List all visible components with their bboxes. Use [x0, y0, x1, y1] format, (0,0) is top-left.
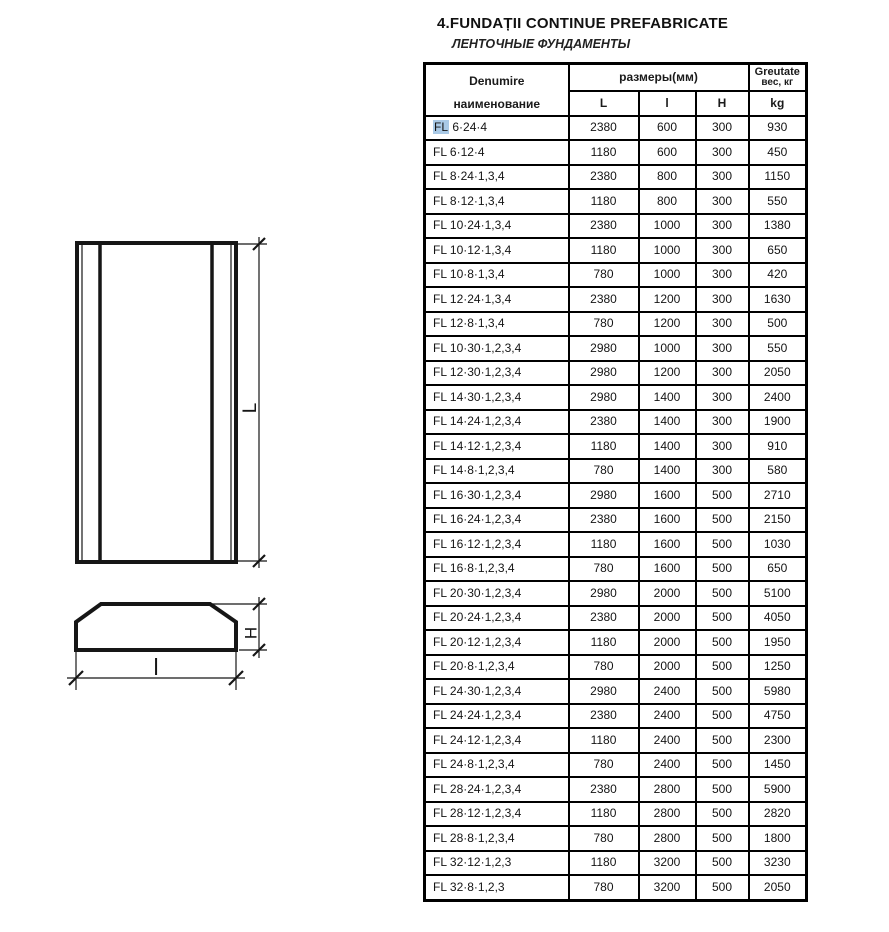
value-cell: 780: [569, 875, 639, 901]
value-cell: 2380: [569, 410, 639, 435]
value-cell: 1400: [639, 459, 696, 484]
value-cell: 2800: [639, 777, 696, 802]
value-cell: 2980: [569, 385, 639, 410]
value-cell: 4750: [749, 704, 807, 729]
value-cell: 780: [569, 826, 639, 851]
value-cell: 1030: [749, 532, 807, 557]
value-cell: 2800: [639, 802, 696, 827]
table-row: [425, 263, 807, 288]
value-cell: 500: [696, 777, 749, 802]
value-cell: 2380: [569, 287, 639, 312]
item-name-cell: FL 28·12·1,2,3,4: [425, 802, 569, 827]
value-cell: 500: [696, 655, 749, 680]
dim-label-H: H: [241, 626, 261, 640]
foundations-table: [423, 62, 808, 902]
value-cell: 930: [749, 116, 807, 141]
item-name-cell: FL 28·24·1,2,3,4: [425, 777, 569, 802]
value-cell: 2980: [569, 483, 639, 508]
value-cell: 500: [696, 826, 749, 851]
table-row: [425, 704, 807, 729]
value-cell: 1180: [569, 802, 639, 827]
table-row: [425, 655, 807, 680]
value-cell: 1400: [639, 385, 696, 410]
item-name-cell: FL 28·8·1,2,3,4: [425, 826, 569, 851]
value-cell: 2980: [569, 336, 639, 361]
table-row: [425, 802, 807, 827]
table-row: [425, 532, 807, 557]
value-cell: 2980: [569, 679, 639, 704]
table-row: [425, 459, 807, 484]
value-cell: 2380: [569, 116, 639, 141]
item-name-cell: FL 12·24·1,3,4: [425, 287, 569, 312]
table-row: [425, 214, 807, 239]
value-cell: 2380: [569, 606, 639, 631]
selection-highlight: FL: [434, 120, 449, 135]
value-cell: 1180: [569, 238, 639, 263]
value-cell: 2050: [749, 875, 807, 901]
value-cell: 1250: [749, 655, 807, 680]
value-cell: 780: [569, 557, 639, 582]
value-cell: 780: [569, 655, 639, 680]
value-cell: 2980: [569, 361, 639, 386]
value-cell: 550: [749, 189, 807, 214]
item-name-cell: FL 32·8·1,2,3: [425, 875, 569, 901]
value-cell: 2150: [749, 508, 807, 533]
value-cell: 3200: [639, 875, 696, 901]
page-title: 4.FUNDAȚII CONTINUE PREFABRICATE: [437, 15, 729, 32]
value-cell: 2050: [749, 361, 807, 386]
value-cell: 1380: [749, 214, 807, 239]
table-body: [425, 116, 807, 901]
value-cell: 500: [696, 851, 749, 876]
value-cell: 650: [749, 557, 807, 582]
item-name-cell: FL 24·24·1,2,3,4: [425, 704, 569, 729]
value-cell: 780: [569, 312, 639, 337]
item-name-cell: FL 20·24·1,2,3,4: [425, 606, 569, 631]
item-name-cell: FL 10·24·1,3,4: [425, 214, 569, 239]
col-header-H: H: [696, 91, 749, 116]
value-cell: 600: [639, 140, 696, 165]
value-cell: 1400: [639, 434, 696, 459]
col-header-dimensions: размеры(мм): [569, 64, 749, 91]
value-cell: 500: [696, 753, 749, 778]
table-row: [425, 630, 807, 655]
value-cell: 650: [749, 238, 807, 263]
value-cell: 780: [569, 459, 639, 484]
value-cell: 1000: [639, 263, 696, 288]
value-cell: 2000: [639, 606, 696, 631]
value-cell: 300: [696, 361, 749, 386]
item-name-cell: FL 16·24·1,2,3,4: [425, 508, 569, 533]
value-cell: 780: [569, 263, 639, 288]
item-name-cell: FL 14·8·1,2,3,4: [425, 459, 569, 484]
value-cell: 910: [749, 434, 807, 459]
table-row: [425, 753, 807, 778]
value-cell: 1180: [569, 140, 639, 165]
item-name-cell: FL 14·24·1,2,3,4: [425, 410, 569, 435]
item-name-cell: FL 16·30·1,2,3,4: [425, 483, 569, 508]
value-cell: 1400: [639, 410, 696, 435]
table-row: [425, 336, 807, 361]
value-cell: 1600: [639, 483, 696, 508]
table-row: [425, 312, 807, 337]
dim-label-l: l: [153, 654, 159, 680]
value-cell: 2380: [569, 214, 639, 239]
table-row: [425, 434, 807, 459]
value-cell: 2000: [639, 630, 696, 655]
value-cell: 780: [569, 753, 639, 778]
item-name-cell: FL 10·12·1,3,4: [425, 238, 569, 263]
value-cell: 2400: [639, 728, 696, 753]
item-name-cell: FL 10·8·1,3,4: [425, 263, 569, 288]
value-cell: 2300: [749, 728, 807, 753]
value-cell: 1200: [639, 361, 696, 386]
value-cell: 2980: [569, 581, 639, 606]
value-cell: 500: [696, 606, 749, 631]
value-cell: 500: [696, 483, 749, 508]
value-cell: 1150: [749, 165, 807, 190]
col-header-name: [425, 64, 569, 116]
item-name-cell: FL 8·24·1,3,4: [425, 165, 569, 190]
page-subtitle: ЛЕНТОЧНЫЕ ФУНДАМЕНТЫ: [452, 37, 631, 51]
value-cell: 500: [696, 728, 749, 753]
value-cell: 1200: [639, 287, 696, 312]
table-row: [425, 483, 807, 508]
value-cell: 2710: [749, 483, 807, 508]
col-header-name-ru: наименование: [453, 97, 541, 112]
value-cell: 2380: [569, 165, 639, 190]
value-cell: 2400: [639, 753, 696, 778]
col-header-weight-ro: Greutate: [754, 66, 800, 79]
value-cell: 580: [749, 459, 807, 484]
item-name-cell: FL 8·12·1,3,4: [425, 189, 569, 214]
table-row: [425, 116, 807, 141]
col-header-L: L: [569, 91, 639, 116]
col-header-l: l: [639, 91, 696, 116]
table-row: [425, 679, 807, 704]
table-row: [425, 165, 807, 190]
value-cell: 1180: [569, 630, 639, 655]
value-cell: 300: [696, 140, 749, 165]
table-row: [425, 361, 807, 386]
item-name-cell: FL 12·8·1,3,4: [425, 312, 569, 337]
value-cell: 500: [696, 704, 749, 729]
value-cell: 1950: [749, 630, 807, 655]
table-row: [425, 826, 807, 851]
item-name-cell: FL 20·12·1,2,3,4: [425, 630, 569, 655]
value-cell: 300: [696, 434, 749, 459]
value-cell: 300: [696, 385, 749, 410]
item-name-cell: FL 24·8·1,2,3,4: [425, 753, 569, 778]
item-name-cell: FL 14·12·1,2,3,4: [425, 434, 569, 459]
value-cell: 500: [696, 532, 749, 557]
value-cell: 1180: [569, 532, 639, 557]
table-row: [425, 728, 807, 753]
item-name-cell: FL 32·12·1,2,3: [425, 851, 569, 876]
value-cell: 1000: [639, 336, 696, 361]
dim-label-L: L: [240, 402, 261, 414]
item-name-cell: FL 16·8·1,2,3,4: [425, 557, 569, 582]
value-cell: 5980: [749, 679, 807, 704]
value-cell: 1180: [569, 851, 639, 876]
value-cell: 500: [749, 312, 807, 337]
value-cell: 300: [696, 165, 749, 190]
value-cell: 300: [696, 410, 749, 435]
value-cell: 500: [696, 630, 749, 655]
value-cell: 2820: [749, 802, 807, 827]
value-cell: 500: [696, 679, 749, 704]
value-cell: 1600: [639, 532, 696, 557]
value-cell: 300: [696, 214, 749, 239]
table-row: [425, 385, 807, 410]
value-cell: 1180: [569, 434, 639, 459]
table-row: [425, 851, 807, 876]
value-cell: 2380: [569, 508, 639, 533]
value-cell: 3230: [749, 851, 807, 876]
col-header-name-ro: Denumire: [469, 73, 525, 88]
value-cell: 2000: [639, 581, 696, 606]
item-name-cell: FL 12·30·1,2,3,4: [425, 361, 569, 386]
value-cell: 500: [696, 581, 749, 606]
value-cell: 1180: [569, 728, 639, 753]
value-cell: 1600: [639, 508, 696, 533]
table-row: [425, 875, 807, 901]
value-cell: 300: [696, 238, 749, 263]
value-cell: 5100: [749, 581, 807, 606]
item-name-cell: FL 6·24·4: [425, 116, 569, 141]
value-cell: 2380: [569, 704, 639, 729]
foundation-drawing: [55, 235, 285, 705]
table-row: [425, 238, 807, 263]
item-name-cell: FL 10·30·1,2,3,4: [425, 336, 569, 361]
item-name-cell: FL 24·30·1,2,3,4: [425, 679, 569, 704]
value-cell: 1180: [569, 189, 639, 214]
value-cell: 2400: [749, 385, 807, 410]
table-header: [425, 64, 807, 116]
value-cell: 1000: [639, 238, 696, 263]
value-cell: 5900: [749, 777, 807, 802]
value-cell: 300: [696, 116, 749, 141]
item-name-cell: FL 20·30·1,2,3,4: [425, 581, 569, 606]
value-cell: 4050: [749, 606, 807, 631]
value-cell: 1450: [749, 753, 807, 778]
value-cell: 500: [696, 557, 749, 582]
value-cell: 600: [639, 116, 696, 141]
item-name-cell: FL 16·12·1,2,3,4: [425, 532, 569, 557]
value-cell: 1200: [639, 312, 696, 337]
value-cell: 3200: [639, 851, 696, 876]
value-cell: 500: [696, 802, 749, 827]
value-cell: 1630: [749, 287, 807, 312]
table-row: [425, 606, 807, 631]
table-row: [425, 581, 807, 606]
value-cell: 2000: [639, 655, 696, 680]
item-name-cell: FL 24·12·1,2,3,4: [425, 728, 569, 753]
value-cell: 800: [639, 189, 696, 214]
value-cell: 300: [696, 312, 749, 337]
table-row: [425, 410, 807, 435]
value-cell: 300: [696, 287, 749, 312]
col-header-kg: kg: [749, 91, 807, 116]
value-cell: 1800: [749, 826, 807, 851]
table-row: [425, 189, 807, 214]
table-row: [425, 777, 807, 802]
section-outline: [76, 604, 236, 650]
item-name-cell: FL 6·12·4: [425, 140, 569, 165]
table-header-row-1: [425, 64, 807, 91]
value-cell: 300: [696, 459, 749, 484]
value-cell: 450: [749, 140, 807, 165]
value-cell: 2400: [639, 679, 696, 704]
table-row: [425, 287, 807, 312]
value-cell: 2800: [639, 826, 696, 851]
value-cell: 500: [696, 508, 749, 533]
value-cell: 300: [696, 189, 749, 214]
plan-view: [77, 237, 267, 568]
value-cell: 800: [639, 165, 696, 190]
item-name-cell: FL 20·8·1,2,3,4: [425, 655, 569, 680]
value-cell: 2400: [639, 704, 696, 729]
value-cell: 300: [696, 336, 749, 361]
value-cell: 500: [696, 875, 749, 901]
value-cell: 420: [749, 263, 807, 288]
value-cell: 1900: [749, 410, 807, 435]
col-header-weight-ru: вес, кг: [761, 76, 794, 88]
item-name-cell: FL 14·30·1,2,3,4: [425, 385, 569, 410]
value-cell: 1600: [639, 557, 696, 582]
col-header-weight: [749, 64, 807, 91]
table-row: [425, 557, 807, 582]
table-row: [425, 508, 807, 533]
section-view: [67, 597, 267, 690]
value-cell: 550: [749, 336, 807, 361]
table-row: [425, 140, 807, 165]
value-cell: 2380: [569, 777, 639, 802]
value-cell: 300: [696, 263, 749, 288]
value-cell: 1000: [639, 214, 696, 239]
